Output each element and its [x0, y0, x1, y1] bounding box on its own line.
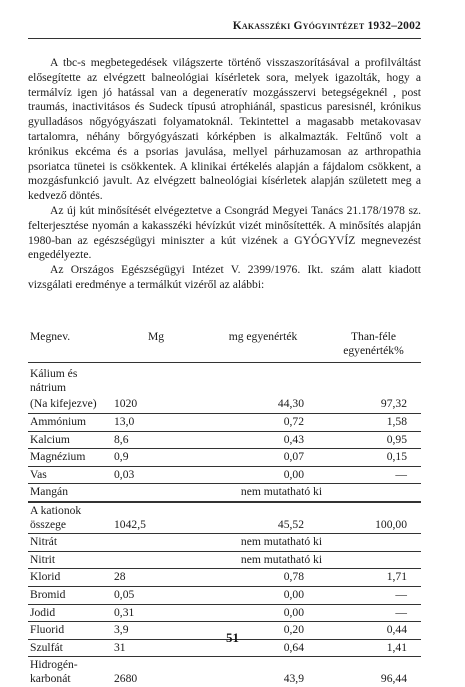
cell-equivalent: 0,72	[200, 413, 326, 431]
cell-mg: 0,9	[112, 449, 200, 467]
cell-equivalent: 44,30	[277, 397, 304, 411]
table-row	[28, 363, 421, 397]
cell-equivalent: 0,00	[200, 586, 326, 604]
cell-than-percent: 96,44	[326, 657, 421, 687]
cell-than-percent: 0,15	[326, 449, 421, 467]
cell-than-percent: 1,58	[326, 413, 421, 431]
cell-than-percent: 1,71	[326, 569, 421, 587]
cell-mg: 0,31	[112, 604, 200, 622]
cell-mg: 0,03	[112, 466, 200, 484]
cell-than-percent	[326, 363, 421, 397]
cell-name: Ammónium	[28, 413, 112, 431]
table-row	[28, 586, 421, 604]
cell-name: Klorid	[28, 569, 112, 587]
cell-name: Fluorid	[28, 622, 112, 640]
table-row	[28, 449, 421, 467]
cell-name: Nitrát	[28, 534, 112, 552]
table-row	[28, 431, 421, 449]
header-than-percent: Than-féle egyenérték%	[343, 330, 404, 357]
cell-name: Szulfát	[28, 639, 112, 657]
cell-name: Nitrit	[28, 551, 112, 569]
cell-note: nem mutatható ki	[112, 484, 421, 502]
cell-name: Bromid	[28, 586, 112, 604]
cell-equivalent: 0,78	[200, 569, 326, 587]
cell-name: Kálium és nátrium	[28, 363, 112, 397]
table-row	[28, 502, 421, 534]
cell-than-percent: —	[326, 586, 421, 604]
cell-name: Kalcium	[28, 431, 112, 449]
header-equivalent: mg egyenérték	[228, 330, 298, 343]
cell-mg: 31	[112, 639, 200, 657]
cell-note: nem mutatható ki	[112, 534, 421, 552]
running-header-title: Kakasszéki Gyógyintézet 1932–2002	[232, 20, 421, 32]
table-row	[28, 413, 421, 431]
table-row	[28, 396, 421, 413]
cell-than-percent: 100,00	[326, 502, 421, 534]
cell-mg: 13,0	[112, 413, 200, 431]
cell-than-percent: 0,95	[326, 431, 421, 449]
cell-equivalent: 0,00	[200, 604, 326, 622]
cell-mg: 0,05	[112, 586, 200, 604]
cell-name: Magnézium	[28, 449, 112, 467]
cell-mg: 1042,5	[112, 502, 200, 534]
table-row	[28, 551, 421, 569]
paragraph: Az Országos Egészségügyi Intézet V. 2399/1976. Ikt. szám alatt kiadott vizsgálati eredménye a termálkút vizéről az alábbi:	[28, 263, 421, 291]
header-rule	[28, 38, 421, 39]
table-row	[28, 569, 421, 587]
header-mg: Mg	[147, 330, 165, 343]
cell-name: Mangán	[28, 484, 112, 502]
cell-mg: 8,6	[112, 431, 200, 449]
cell-than-percent: —	[326, 466, 421, 484]
cell-than-percent: 1,41	[326, 639, 421, 657]
table-header-row	[28, 330, 421, 363]
page-number: 51	[226, 630, 239, 645]
cell-equivalent: 45,52	[200, 502, 326, 534]
paragraph: A tbc-s megbetegedések világszerte történő visszaszorításával a profilváltást elősegítette az elvégzett balneológiai kísérletek sora, melyek igazolták, hogy a termálvíz igen jó hatással van a degeneratív mozgásszervi betegségeknél , post traumás, inactivitásos és Sudeck típusú atrophiánál, spasticus paresisnél, krónikus gyulladásos nőgyógyászati folyamatoknál. Tekintettel a magasabb metakovasav tartalomra, néhány bőrgyógyászati kórképben is alkalmazták. Feltűnő volt a krónikus ekcéma és a psorias javulása, mellyel párhuzamosan az arthropathia psoriatca tünetei is csökkentek. A klinikai értékelés alapján a fájdalom csökkent, a mozgásfunkció javult. Az elvégzett balneológiai kísérletek alapján született meg a kedvező döntés.	[28, 56, 421, 203]
cell-mg: 3,9	[112, 622, 200, 640]
cell-equivalent: 0,00	[200, 466, 326, 484]
table-row	[28, 657, 421, 687]
cell-name: Vas	[28, 466, 112, 484]
cell-name: A kationok összege	[28, 502, 112, 534]
cell-than-percent: —	[326, 604, 421, 622]
cell-equivalent: 0,43	[200, 431, 326, 449]
cell-note: nem mutatható ki	[112, 551, 421, 569]
body-text	[28, 56, 421, 293]
table-row	[28, 466, 421, 484]
cell-mg: 2680	[112, 657, 200, 687]
paragraph: Az új kút minősítését elvégeztetve a Csongrád Megyei Tanács 21.178/1978 sz. felterjesztése nyomán a kakasszéki hévízkút vizét minősítették. A minősítés alapján 1980-ban az egészségügyi miniszter a kút vizének a GYÓGYVÍZ megnevezést engedélyezte.	[28, 203, 421, 262]
cell-equivalent: 0,64	[200, 639, 326, 657]
cell-equivalent: 0,20	[200, 622, 326, 640]
cell-name: Hidrogén-karbonát	[28, 657, 112, 687]
cell-equivalent: 43,9	[200, 657, 326, 687]
cell-than-percent: 97,32	[380, 397, 407, 411]
header-name: Megnev.	[30, 330, 71, 343]
cell-mg	[112, 363, 200, 397]
cell-name: Jodid	[28, 604, 112, 622]
table-row	[28, 534, 421, 552]
cell-mg: 1020	[114, 397, 138, 411]
cell-than-percent: 0,44	[326, 622, 421, 640]
table-row	[28, 484, 421, 502]
cell-mg: 28	[112, 569, 200, 587]
table-row	[28, 604, 421, 622]
cell-equivalent: 0,07	[200, 449, 326, 467]
cell-equivalent	[200, 363, 326, 397]
cell-name: (Na kifejezve)	[30, 397, 97, 411]
